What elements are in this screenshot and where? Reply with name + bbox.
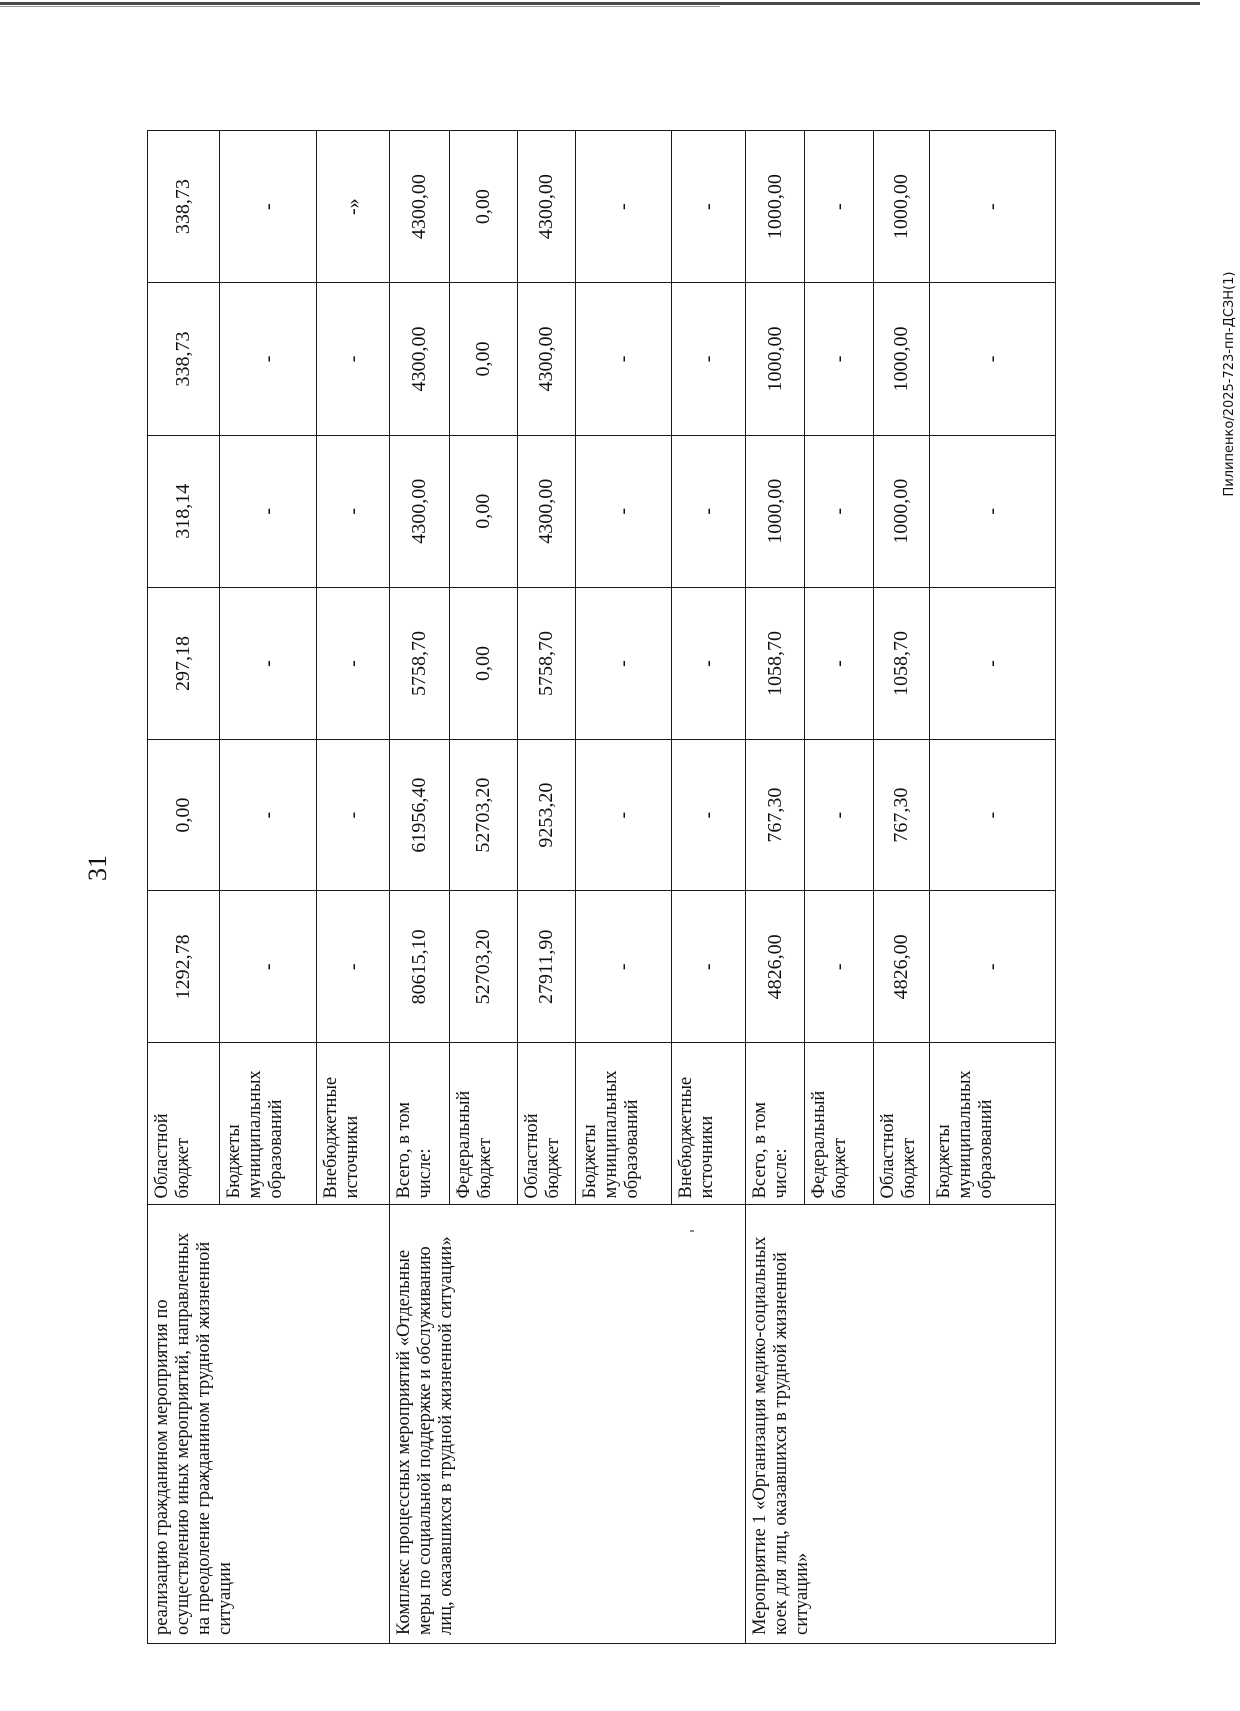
value-cell: - [672, 587, 746, 739]
funding-source: Внебюджетные источники [672, 1043, 746, 1205]
value-cell: 52703,20 [450, 740, 518, 891]
value-cell: - [576, 131, 672, 283]
funding-source: Всего, в том числе: [390, 1043, 450, 1205]
value-cell: 0,00 [450, 283, 518, 435]
value-cell: 338,73 [148, 283, 220, 435]
measure-description: Комплекс процессных мероприятий «Отдельные меры по социальной поддержке и обслуживанию лиц, оказавшихся в трудной жизненной ситуации» [390, 1205, 746, 1644]
value-cell: 1000,00 [746, 131, 805, 283]
value-cell: - [805, 740, 874, 891]
value-cell: - [220, 891, 317, 1043]
page-number: 31 [83, 855, 112, 881]
value-cell: 318,14 [148, 435, 220, 587]
value-cell: 5758,70 [390, 587, 450, 739]
value-cell: - [220, 587, 317, 739]
value-cell: 1000,00 [874, 131, 930, 283]
table-body [148, 131, 1056, 1644]
value-cell: - [576, 283, 672, 435]
funding-source: Областной бюджет [518, 1043, 576, 1205]
value-cell: - [805, 131, 874, 283]
top-rule-thin [0, 6, 720, 7]
value-cell: - [805, 283, 874, 435]
value-cell: 0,00 [450, 435, 518, 587]
table-row [390, 131, 450, 1644]
value-cell: - [805, 891, 874, 1043]
value-cell: 1000,00 [746, 283, 805, 435]
value-cell: 338,73 [148, 131, 220, 283]
funding-source: Областной бюджет [148, 1043, 220, 1205]
value-cell: - [930, 740, 1056, 891]
funding-table-rotated [147, 130, 1055, 1644]
value-cell: 4300,00 [518, 283, 576, 435]
value-cell: - [317, 587, 390, 739]
value-cell: - [930, 131, 1056, 283]
value-cell: 4826,00 [746, 891, 805, 1043]
funding-source: Областной бюджет [874, 1043, 930, 1205]
funding-table [147, 130, 1056, 1644]
value-cell: - [317, 435, 390, 587]
table-row [746, 131, 805, 1644]
value-cell: 9253,20 [518, 740, 576, 891]
value-cell: - [672, 435, 746, 587]
value-cell: - [220, 435, 317, 587]
value-cell: 5758,70 [518, 587, 576, 739]
value-cell: - [930, 891, 1056, 1043]
value-cell: - [220, 740, 317, 891]
value-cell: 0,00 [450, 131, 518, 283]
value-cell: 1058,70 [746, 587, 805, 739]
value-cell: 4300,00 [518, 435, 576, 587]
value-cell: - [805, 435, 874, 587]
funding-source: Внебюджетные источники [317, 1043, 390, 1205]
funding-source: Федеральный бюджет [450, 1043, 518, 1205]
funding-source: Бюджеты муниципальных образований [930, 1043, 1056, 1205]
value-cell: - [576, 740, 672, 891]
value-cell: 1058,70 [874, 587, 930, 739]
document-code: Пилипенко/2025-723-пп-ДСЗН(1) [1222, 271, 1237, 497]
value-cell: - [576, 891, 672, 1043]
value-cell: 1000,00 [874, 283, 930, 435]
value-cell: - [317, 283, 390, 435]
value-cell: - [672, 131, 746, 283]
value-cell: 1292,78 [148, 891, 220, 1043]
value-cell: 52703,20 [450, 891, 518, 1043]
value-cell: 767,30 [746, 740, 805, 891]
value-cell: 4826,00 [874, 891, 930, 1043]
funding-source: Бюджеты муниципальных образований [576, 1043, 672, 1205]
value-cell: 80615,10 [390, 891, 450, 1043]
value-cell: - [930, 587, 1056, 739]
value-cell: 4300,00 [518, 131, 576, 283]
value-cell: - [930, 283, 1056, 435]
value-cell: -» [317, 131, 390, 283]
value-cell: 27911,90 [518, 891, 576, 1043]
value-cell: - [317, 891, 390, 1043]
value-cell: - [672, 740, 746, 891]
measure-description: реализацию гражданином мероприятия по осуществлению иных мероприятий, направленных на преодоление гражданином трудной жизненной ситуации [148, 1205, 390, 1644]
value-cell: 0,00 [450, 587, 518, 739]
value-cell: - [672, 891, 746, 1043]
value-cell: 297,18 [148, 587, 220, 739]
table-row [148, 131, 220, 1644]
value-cell: 1000,00 [874, 435, 930, 587]
funding-source: Всего, в том числе: [746, 1043, 805, 1205]
value-cell: - [930, 435, 1056, 587]
value-cell: - [220, 131, 317, 283]
value-cell: 0,00 [148, 740, 220, 891]
value-cell: - [317, 740, 390, 891]
value-cell: - [576, 587, 672, 739]
value-cell: - [576, 435, 672, 587]
value-cell: 61956,40 [390, 740, 450, 891]
funding-source: Бюджеты муниципальных образований [220, 1043, 317, 1205]
value-cell: 1000,00 [746, 435, 805, 587]
value-cell: - [805, 587, 874, 739]
value-cell: 4300,00 [390, 435, 450, 587]
value-cell: 4300,00 [390, 283, 450, 435]
measure-description: Мероприятие 1 «Организация медико-социальных коек для лиц, оказавшихся в трудной жизненной ситуации» [746, 1205, 1056, 1644]
value-cell: - [672, 283, 746, 435]
funding-source: Федеральный бюджет [805, 1043, 874, 1205]
top-rule [0, 2, 1200, 5]
value-cell: - [220, 283, 317, 435]
value-cell: 4300,00 [390, 131, 450, 283]
value-cell: 767,30 [874, 740, 930, 891]
